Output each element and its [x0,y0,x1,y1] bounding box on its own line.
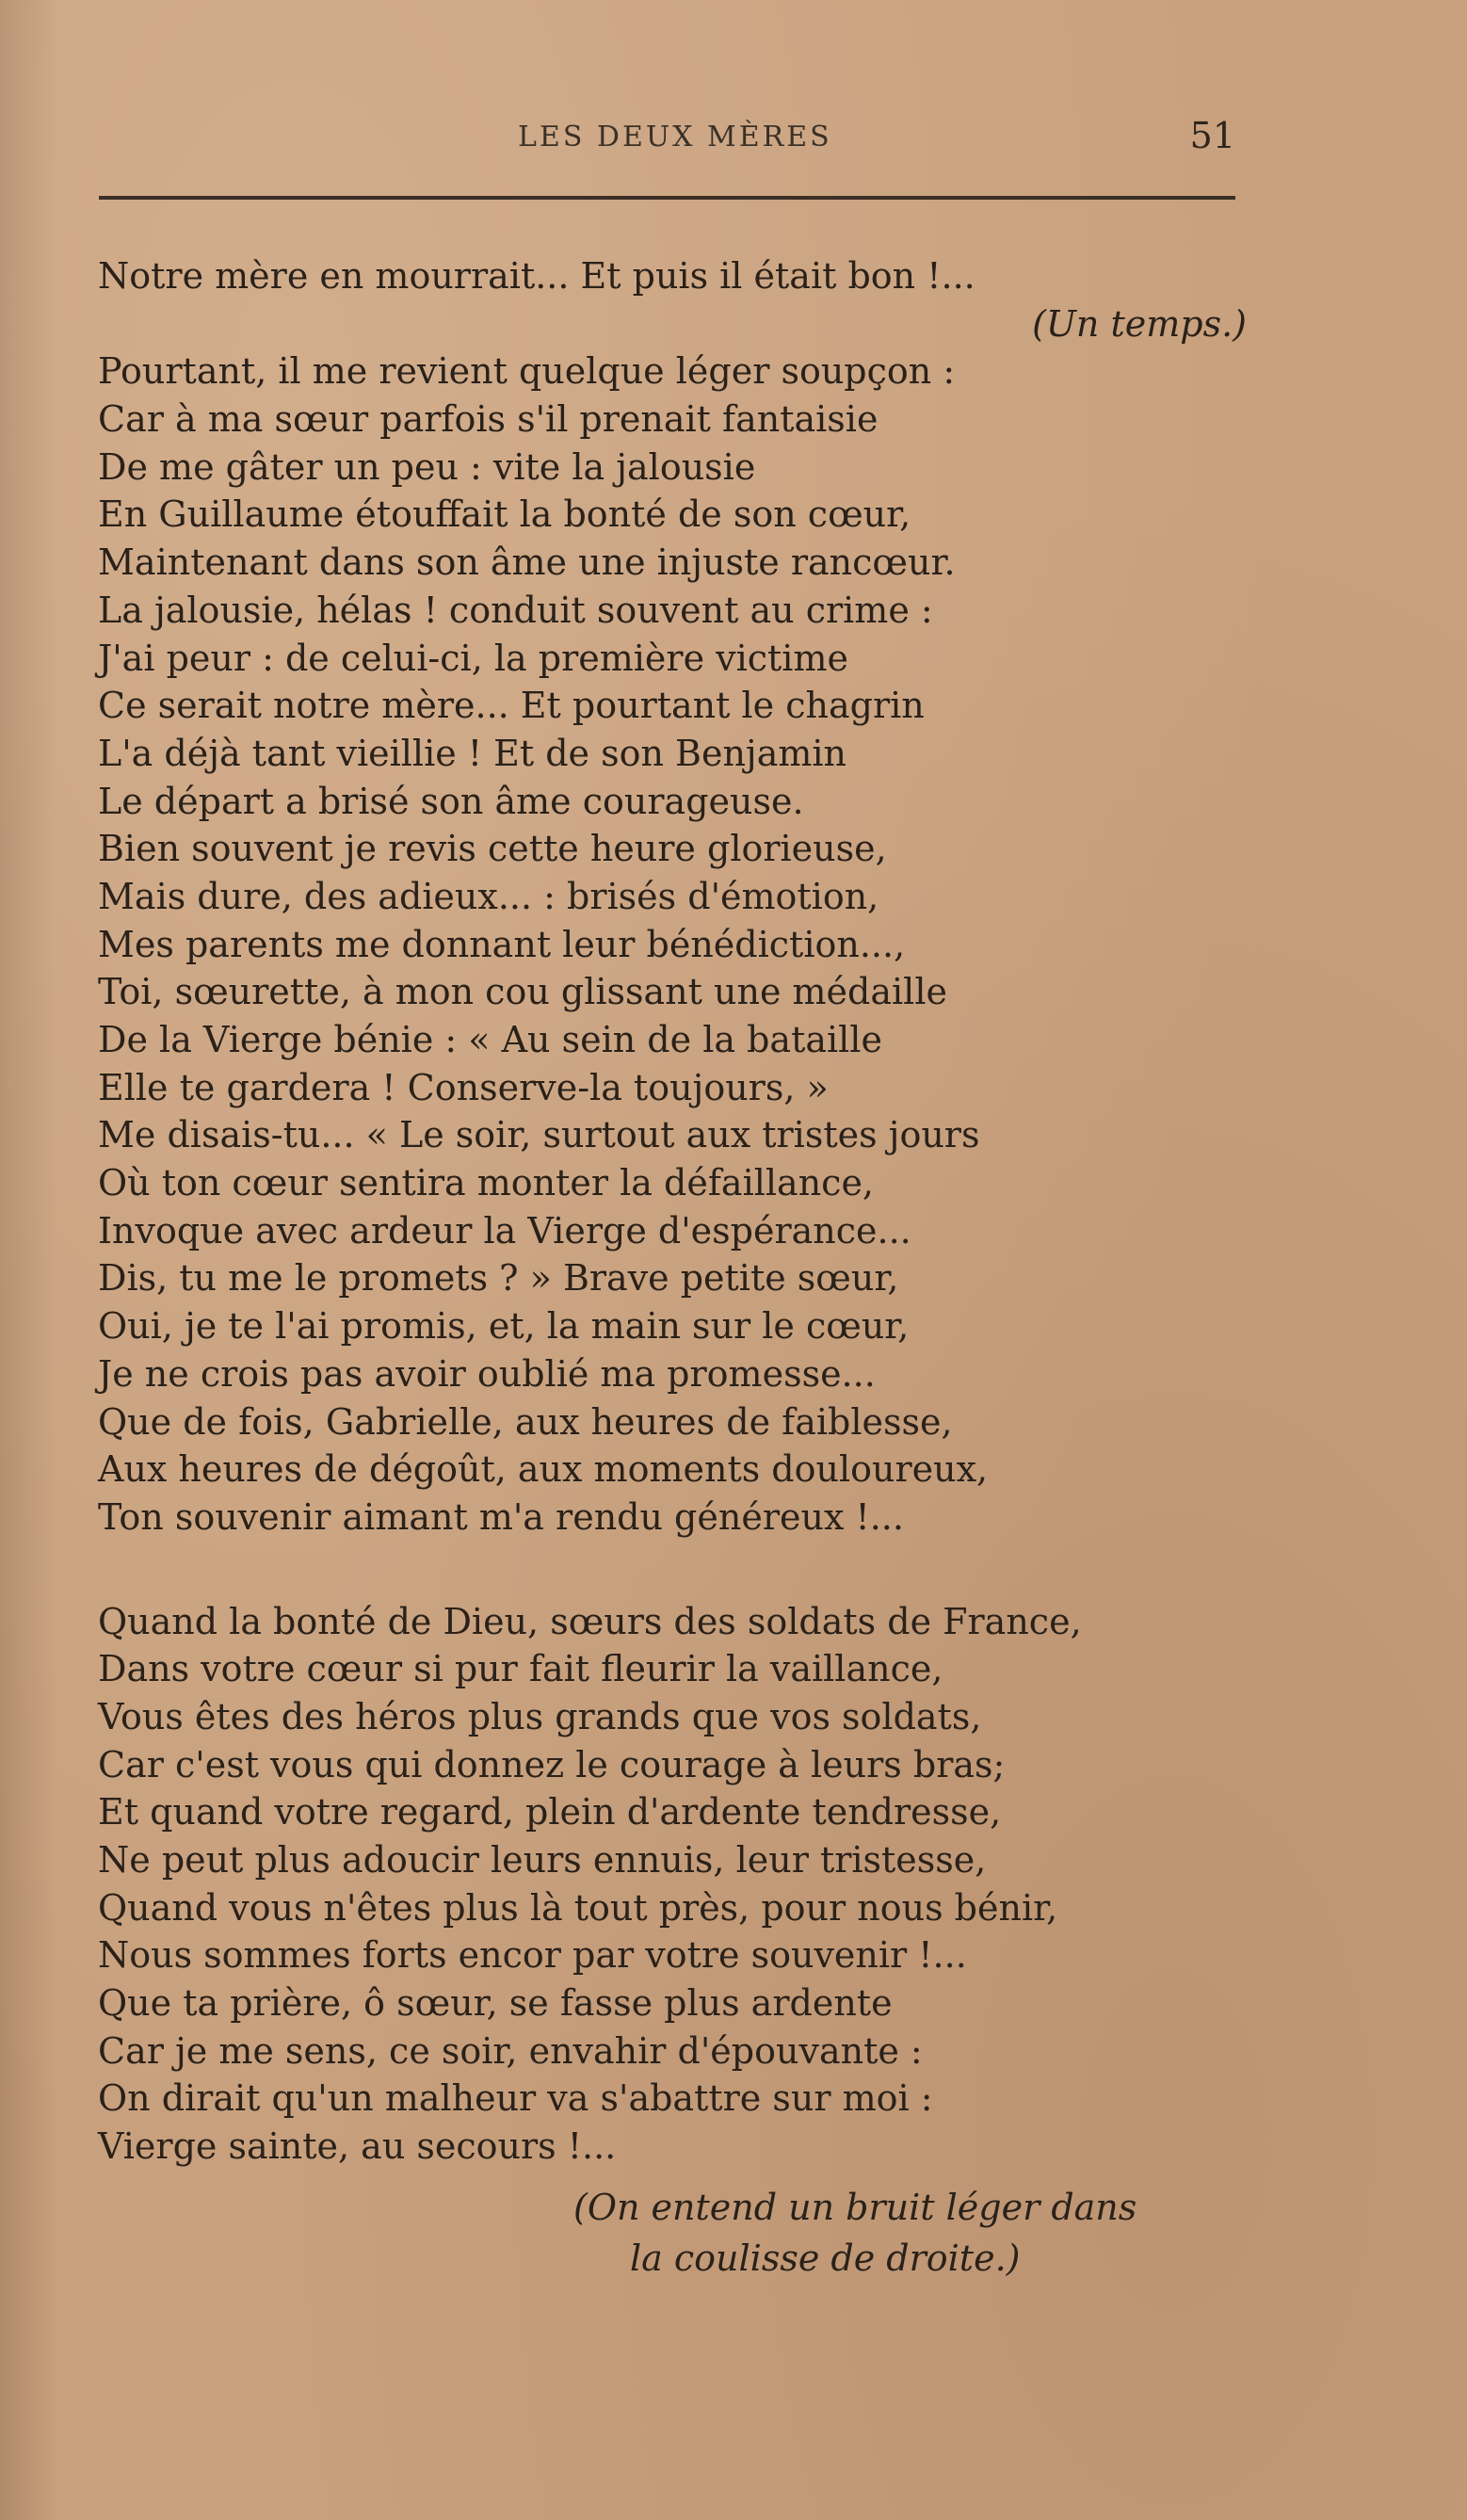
verse-line: Quand la bonté de Dieu, sœurs des soldats de France, [98,1600,1082,1642]
verse-line: Mes parents me donnant leur bénédiction..., [98,923,906,965]
verse-line: Ton souvenir aimant m'a rendu généreux !... [98,1495,904,1538]
stanza-gap [98,1542,1265,1598]
verse-line: Nous sommes forts encor par votre souvenir !... [98,1934,967,1977]
stage-direction-bruit [573,2182,1265,2284]
verse-line: Notre mère en mourrait... Et puis il était bon !... [98,255,975,297]
verse-line: Ne peut plus adoucir leurs ennuis, leur tristesse, [98,1839,987,1881]
verse-line: Car à ma sœur parfois s'il prenait fantaisie [98,398,879,441]
page-number: 51 [1189,115,1235,156]
verse-line: Ce serait notre mère... Et pourtant le chagrin [98,685,925,727]
verse-line: Où ton cœur sentira monter la défaillance, [98,1162,875,1204]
verse-line: Pourtant, il me revient quelque léger soupçon : [98,350,956,393]
verse-line: Oui, je te l'ai promis, et, la main sur le cœur, [98,1305,910,1348]
verse-line: Le départ a brisé son âme courageuse. [98,780,804,822]
verse-line: Car c'est vous qui donnez le courage à leurs bras; [98,1743,1006,1785]
verse-line: De la Vierge bénie : « Au sein de la bataille [98,1019,882,1060]
verse-line: Maintenant dans son âme une injuste rancœur. [98,541,956,584]
header-rule [99,196,1235,200]
verse-line: Mais dure, des adieux... : brisés d'émotion, [98,875,879,917]
verse-text [98,252,1265,2284]
verse-line: Elle te gardera ! Conserve-la toujours, » [98,1066,829,1108]
verse-line: Dis, tu me le promets ? » Brave petite sœur, [98,1257,899,1300]
stage-direction-line: (On entend un bruit léger dans [573,2186,1137,2228]
verse-line: Invoque avec ardeur la Vierge d'espérance... [98,1209,911,1252]
verse-line: De me gâter un peu : vite la jalousie [98,445,756,488]
verse-line: Me disais-tu... « Le soir, surtout aux tristes jours [98,1114,980,1156]
verse-line: J'ai peur : de celui-ci, la première victime [98,637,848,679]
stanza-1 [98,252,1265,1542]
stage-direction-line: la coulisse de droite.) [630,2237,1021,2279]
verse-line: Car je me sens, ce soir, envahir d'épouvante : [98,2029,923,2072]
verse-line: L'a déjà tant vieillie ! Et de son Benjamin [98,732,847,774]
verse-line: Vierge sainte, au secours !... [98,2125,617,2168]
verse-line: Aux heures de dégoût, aux moments douloureux, [98,1448,989,1491]
running-title: LES DEUX MÈRES [518,121,832,153]
verse-line: Quand vous n'êtes plus là tout près, pour nous bénir, [98,1886,1058,1929]
verse-line: Et quand votre regard, plein d'ardente tendresse, [98,1791,1002,1833]
stanza-2 [98,1598,1265,2171]
stage-direction-un-temps: (Un temps.) [1032,302,1247,345]
verse-line: Que de fois, Gabrielle, aux heures de faiblesse, [98,1400,953,1443]
verse-line: Je ne crois pas avoir oublié ma promesse... [98,1352,876,1395]
verse-line: Dans votre cœur si pur fait fleurir la vaillance, [98,1648,943,1690]
verse-line: La jalousie, hélas ! conduit souvent au crime : [98,589,933,631]
verse-line: Que ta prière, ô sœur, se fasse plus ardente [98,1982,893,2025]
verse-line: En Guillaume étouffait la bonté de son cœur, [98,493,911,536]
page-header [0,115,1467,177]
verse-line: On dirait qu'un malheur va s'abattre sur moi : [98,2077,933,2120]
verse-line: Bien souvent je revis cette heure glorieuse, [98,828,887,870]
verse-line: Vous êtes des héros plus grands que vos soldats, [98,1695,982,1737]
verse-line: Toi, sœurette, à mon cou glissant une médaille [98,971,947,1013]
